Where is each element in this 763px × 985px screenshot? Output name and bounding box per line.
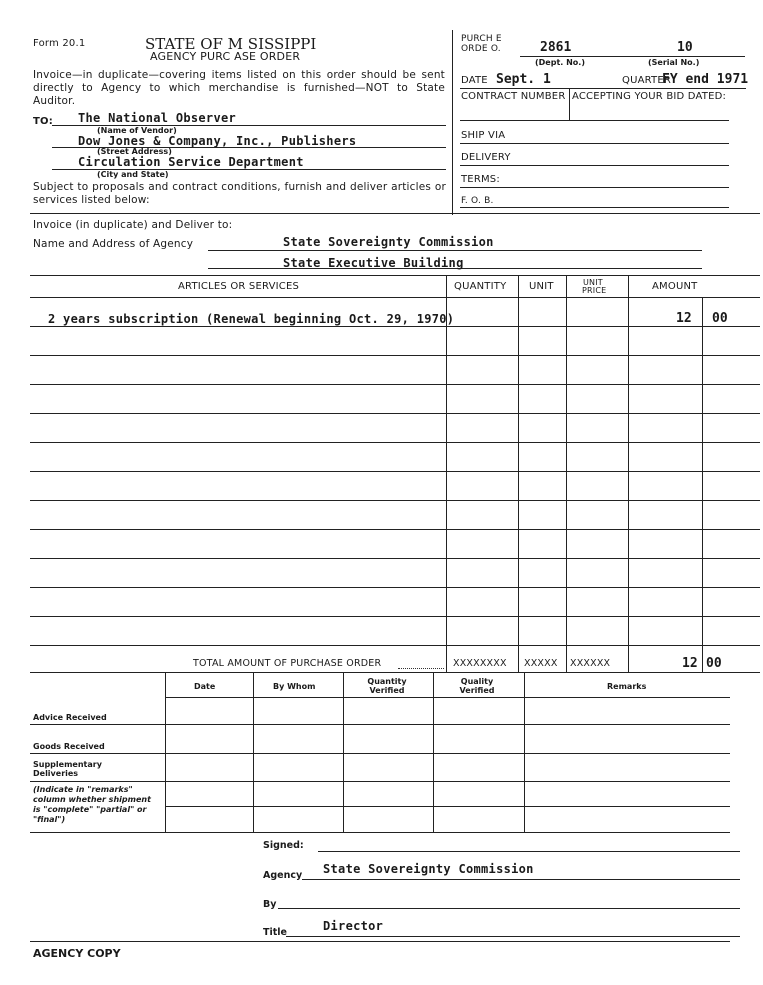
footer-line xyxy=(30,941,730,942)
form-number: Form 20.1 xyxy=(33,38,86,49)
recv-col-bywhom-left xyxy=(253,672,254,832)
terms-line xyxy=(460,187,729,188)
table-row xyxy=(30,616,760,617)
vendor-street-label: (Street Address) xyxy=(97,147,172,156)
agency-copy-label: AGENCY COPY xyxy=(33,947,121,960)
serial-no-label: (Serial No.) xyxy=(648,58,700,67)
table-row xyxy=(30,326,760,327)
section-divider xyxy=(30,213,760,214)
agency-sig-line xyxy=(302,879,740,880)
total-leader xyxy=(398,668,444,669)
signed-label: Signed: xyxy=(263,840,304,851)
table-row xyxy=(30,384,760,385)
terms-label: TERMS: xyxy=(461,174,500,185)
total-unit: XXXXX xyxy=(524,658,558,669)
shipment-note: (Indicate in "remarks" column whether shipment is "complete" "partial" or "final") xyxy=(33,785,151,824)
items-table-top xyxy=(30,275,760,276)
state-title: STATE OF M SISSIPPI xyxy=(145,35,317,53)
po-label-2: ORDE O. xyxy=(461,44,501,54)
delivery-line xyxy=(460,165,729,166)
recv-table-bottom xyxy=(30,832,730,833)
signed-line xyxy=(318,851,740,852)
fob-line xyxy=(460,207,729,208)
amount-header: AMOUNT xyxy=(652,281,698,292)
quarter-label: QUARTER xyxy=(622,75,672,86)
agency-sig-value: State Sovereignty Commission xyxy=(323,862,534,876)
item-amount-cents: 00 xyxy=(712,311,728,326)
col-price-left xyxy=(566,275,567,672)
unit-price-header-1: UNIT xyxy=(583,278,603,287)
recv-col-remarks-left xyxy=(524,672,525,832)
vendor-city: Circulation Service Department xyxy=(78,155,304,169)
vendor-street: Dow Jones & Company, Inc., Publishers xyxy=(78,134,357,148)
delivery-label: DELIVERY xyxy=(461,152,511,163)
table-row xyxy=(30,587,760,588)
title-value: Director xyxy=(323,919,384,933)
total-quantity: XXXXXXXX xyxy=(453,658,507,669)
title-line xyxy=(286,936,740,937)
subject-text: Subject to proposals and contract conditions, furnish and deliver articles or services listed below: xyxy=(33,181,446,206)
vendor-name-label: (Name of Vendor) xyxy=(97,126,177,135)
agency-line-1 xyxy=(208,250,702,251)
table-row xyxy=(30,442,760,443)
po-label-1: PURCH E xyxy=(461,34,502,44)
date-value: Sept. 1 xyxy=(496,72,551,87)
dept-number: 2861 xyxy=(540,40,572,55)
accepting-label: ACCEPTING YOUR BID DATED: xyxy=(572,91,727,102)
vendor-city-label: (City and State) xyxy=(97,170,169,179)
agency-sig-label: Agency xyxy=(263,870,303,881)
table-row xyxy=(30,355,760,356)
quarter-value: FY end 1971 xyxy=(662,72,749,87)
recv-quality-header: Quality Verified xyxy=(459,677,495,695)
recv-row-line xyxy=(165,806,730,807)
recv-col-date-left xyxy=(165,672,166,832)
table-row xyxy=(30,413,760,414)
recv-row-line xyxy=(30,781,730,782)
col-quantity-left xyxy=(446,275,447,672)
form-title: AGENCY PURC ASE ORDER xyxy=(150,50,301,63)
contract-divider xyxy=(569,88,570,120)
total-amount-cents: 00 xyxy=(706,656,722,671)
table-row xyxy=(30,645,760,646)
supplementary-label: Supplementary Deliveries xyxy=(33,760,102,778)
col-amount-left xyxy=(628,275,629,672)
invoice-deliver-label: Invoice (in duplicate) and Deliver to: xyxy=(33,219,233,231)
table-row xyxy=(30,558,760,559)
table-row xyxy=(30,471,760,472)
header-divider xyxy=(452,30,453,215)
recv-row-line xyxy=(30,724,730,725)
table-row xyxy=(30,529,760,530)
serial-number: 10 xyxy=(677,40,693,55)
total-unit-price: XXXXXX xyxy=(570,658,611,669)
ship-via-line xyxy=(460,143,729,144)
recv-bywhom-header: By Whom xyxy=(273,682,316,691)
fob-label: F. O. B. xyxy=(461,196,494,206)
recv-qty-header: Quantity Verified xyxy=(367,677,407,695)
by-label: By xyxy=(263,899,277,910)
recv-col-quality-left xyxy=(433,672,434,832)
items-table-bottom xyxy=(30,672,760,673)
col-unit-left xyxy=(518,275,519,672)
agency-name-label: Name and Address of Agency xyxy=(33,238,194,250)
articles-header: ARTICLES OR SERVICES xyxy=(178,281,300,292)
item-amount-dollars: 12 xyxy=(676,311,692,326)
agency-address-1: State Sovereignty Commission xyxy=(283,235,494,249)
item-article: 2 years subscription (Renewal beginning Oct. 29, 1970) xyxy=(48,312,455,326)
table-row xyxy=(30,500,760,501)
unit-price-header-2: PRICE xyxy=(582,286,607,295)
recv-col-qty-left xyxy=(343,672,344,832)
total-amount-dollars: 12 xyxy=(682,656,698,671)
contract-line xyxy=(460,120,729,121)
contract-label: CONTRACT NUMBER xyxy=(461,91,566,102)
vendor-name: The National Observer xyxy=(78,111,237,125)
recv-date-header: Date xyxy=(194,682,216,691)
invoice-instructions: Invoice—in duplicate—covering items listed on this order should be sent directly to Agency to which merchandise is furnished—NOT to State Auditor. xyxy=(33,69,445,107)
by-line xyxy=(278,908,740,909)
title-label: Title xyxy=(263,927,287,938)
recv-header-bottom xyxy=(165,697,730,698)
ship-via-label: SHIP VIA xyxy=(461,130,506,141)
to-label: TO: xyxy=(33,116,53,127)
date-line xyxy=(460,88,746,89)
recv-remarks-header: Remarks xyxy=(607,682,647,691)
total-label: TOTAL AMOUNT OF PURCHASE ORDER xyxy=(193,658,382,669)
advice-received-label: Advice Received xyxy=(33,713,107,722)
unit-header: UNIT xyxy=(529,281,554,292)
dept-no-label: (Dept. No.) xyxy=(535,58,585,67)
date-label: DATE xyxy=(461,75,488,86)
quantity-header: QUANTITY xyxy=(454,281,507,292)
po-underline xyxy=(520,56,745,57)
items-header-bottom xyxy=(30,297,760,298)
recv-row-line xyxy=(30,753,730,754)
goods-received-label: Goods Received xyxy=(33,742,105,751)
agency-address-2: State Executive Building xyxy=(283,256,464,270)
